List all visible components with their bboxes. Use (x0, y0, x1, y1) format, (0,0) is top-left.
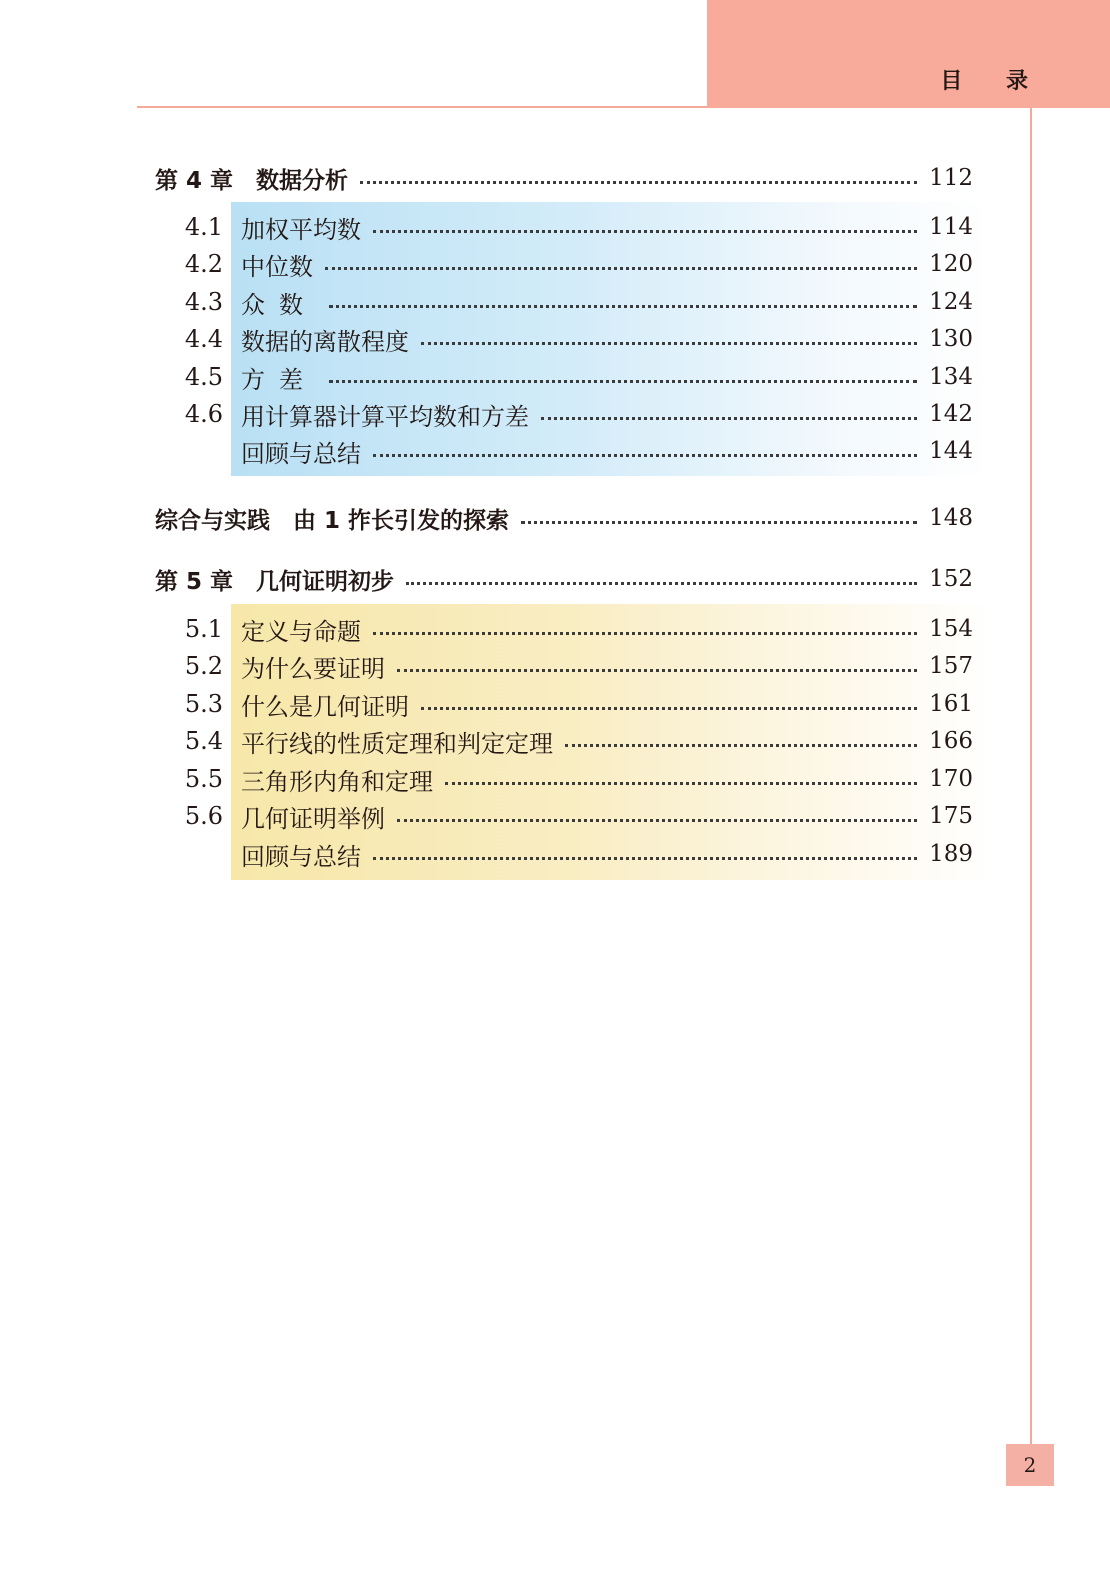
toc-chapter-5[interactable] (155, 561, 973, 597)
page-ref: 175 (929, 803, 973, 829)
page-ref: 114 (929, 214, 973, 240)
dot-leader (421, 705, 917, 710)
section-number: 5.4 (184, 727, 223, 755)
dot-leader (373, 452, 917, 457)
section-title: 加权平均数 (241, 215, 361, 244)
toc-item[interactable] (155, 798, 973, 834)
page-ref: 134 (929, 364, 973, 390)
toc-item[interactable] (155, 359, 973, 395)
side-rule (1030, 108, 1032, 1445)
page-ref: 142 (929, 401, 973, 427)
toc-item[interactable] (155, 396, 973, 432)
page-ref: 161 (929, 691, 973, 717)
section-number: 4.6 (184, 400, 223, 428)
dot-leader (397, 817, 917, 822)
dot-leader (406, 580, 917, 585)
page-ref: 152 (929, 566, 973, 592)
section-number: 4.5 (184, 363, 223, 391)
section-title: 用计算器计算平均数和方差 (241, 402, 529, 431)
section-number: 4.2 (184, 250, 223, 278)
page-ref: 189 (929, 841, 973, 867)
section-number: 5.6 (184, 802, 223, 830)
toc-item[interactable] (155, 686, 973, 722)
section-title: 三角形内角和定理 (241, 767, 433, 796)
dot-leader (541, 415, 917, 420)
toc-item[interactable] (155, 284, 973, 320)
toc-item[interactable] (155, 321, 973, 357)
page-ref: 124 (929, 289, 973, 315)
section-number: 4.4 (184, 325, 223, 353)
page-ref: 144 (929, 438, 973, 464)
section-number: 4.1 (184, 213, 223, 241)
section-title: 方差 (241, 365, 317, 394)
toc-item[interactable] (155, 761, 973, 797)
page-ref: 154 (929, 616, 973, 642)
header-rule (137, 106, 707, 108)
page-ref: 166 (929, 728, 973, 754)
dot-leader (373, 630, 917, 635)
practice-title: 综合与实践 由 1 拃长引发的探索 (155, 507, 510, 534)
section-title: 回顾与总结 (241, 439, 361, 468)
page-ref: 112 (929, 165, 973, 191)
section-number: 4.3 (184, 288, 223, 316)
chapter-title: 第 4 章 数据分析 (155, 167, 349, 194)
toc-item[interactable] (155, 611, 973, 647)
page-ref: 157 (929, 653, 973, 679)
page-ref: 130 (929, 326, 973, 352)
section-title: 什么是几何证明 (241, 692, 409, 721)
header-title: 目 录 (940, 69, 1046, 94)
page-number: 2 (1006, 1444, 1054, 1486)
toc-item-review[interactable] (155, 433, 973, 469)
toc-chapter-4[interactable] (155, 160, 973, 196)
header-corner-tab (707, 0, 1110, 108)
dot-leader (329, 378, 917, 383)
section-title: 为什么要证明 (241, 654, 385, 683)
page-ref: 148 (929, 505, 973, 531)
section-number: 5.3 (184, 690, 223, 718)
section-title: 平行线的性质定理和判定定理 (241, 729, 553, 758)
section-title: 数据的离散程度 (241, 327, 409, 356)
toc-item[interactable] (155, 246, 973, 282)
dot-leader (325, 265, 917, 270)
dot-leader (373, 228, 917, 233)
toc-item[interactable] (155, 723, 973, 759)
chapter-title: 第 5 章 几何证明初步 (155, 568, 395, 595)
toc-item[interactable] (155, 648, 973, 684)
toc-item[interactable] (155, 209, 973, 245)
section-title: 众数 (241, 290, 317, 319)
section-number: 5.2 (184, 652, 223, 680)
dot-leader (521, 519, 917, 524)
page-ref: 170 (929, 766, 973, 792)
page-ref: 120 (929, 251, 973, 277)
dot-leader (397, 667, 917, 672)
section-title: 定义与命题 (241, 617, 361, 646)
section-title: 中位数 (241, 252, 313, 281)
dot-leader (445, 780, 917, 785)
toc-practice[interactable] (155, 500, 973, 536)
section-number: 5.1 (184, 615, 223, 643)
toc-item-review[interactable] (155, 836, 973, 872)
dot-leader (565, 742, 917, 747)
dot-leader (360, 179, 917, 184)
dot-leader (329, 303, 917, 308)
section-title: 回顾与总结 (241, 842, 361, 871)
dot-leader (373, 855, 917, 860)
section-title: 几何证明举例 (241, 804, 385, 833)
dot-leader (421, 340, 917, 345)
section-number: 5.5 (184, 765, 223, 793)
